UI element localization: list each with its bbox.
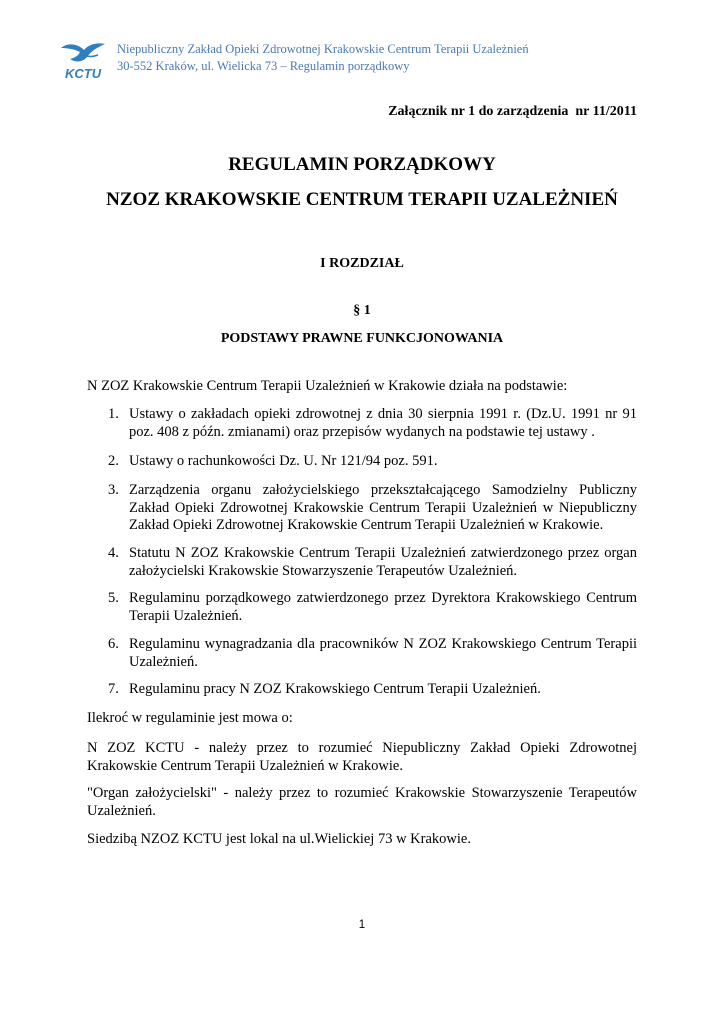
list-number: 3.: [108, 482, 119, 498]
section-title: PODSTAWY PRAWNE FUNKCJONOWANIA: [220, 331, 504, 346]
header-line-1: Niepubliczny Zakład Opieki Zdrowotnej Krakowskie Centrum Terapii Uzależnień: [117, 42, 529, 56]
page-header: [58, 38, 658, 86]
list-number: 6.: [108, 636, 119, 652]
list-number: 1.: [108, 406, 119, 422]
list-text: Regulaminu pracy N ZOZ Krakowskiego Centrum Terapii Uzależnień.: [129, 681, 541, 697]
list-text: Ustawy o rachunkowości Dz. U. Nr 121/94 poz. 591.: [129, 453, 438, 469]
document-title: REGULAMIN PORZĄDKOWY: [228, 154, 496, 175]
list-number: 7.: [108, 681, 119, 697]
list-text: Regulaminu wynagradzania dla pracowników N ZOZ Krakowskiego Centrum Terapii Uzależnień.: [129, 636, 637, 670]
list-item: [108, 681, 637, 699]
list-item: [108, 636, 637, 671]
definition-founding-body: "Organ założycielski" - należy przez to rozumieć Krakowskie Stowarzyszenie Terapeutów Uzależnień.: [87, 785, 637, 819]
list-item: [108, 482, 637, 535]
definition-kctu: N ZOZ KCTU - należy przez to rozumieć Niepubliczny Zakład Opieki Zdrowotnej Krakowskie Centrum Terapii Uzależnień w Krakowie.: [87, 740, 637, 774]
bird-icon: [61, 43, 105, 61]
annex-label: Załącznik nr 1 do zarządzenia nr 11/2011: [388, 104, 637, 119]
paragraph-mark: § 1: [353, 303, 371, 318]
intro-text: N ZOZ Krakowskie Centrum Terapii Uzależnień w Krakowie działa na podstawie:: [87, 378, 568, 394]
list-item: [108, 590, 637, 625]
chapter-heading: I ROZDZIAŁ: [320, 256, 404, 271]
list-text: Ustawy o zakładach opieki zdrowotnej z dnia 30 sierpnia 1991 r. (Dz.U. 1991 nr 91 poz. 408 z późn. zmianami) oraz przepisów wydanych na podstawie tej ustawy .: [129, 406, 637, 440]
list-item: [108, 406, 637, 441]
page-number: 1: [358, 919, 366, 931]
header-line-2: 30-552 Kraków, ul. Wielicka 73 – Regulamin porządkowy: [117, 59, 410, 73]
logo-text: KCTU: [65, 66, 102, 81]
kctu-logo: [58, 38, 110, 84]
header-text: [117, 41, 529, 75]
definitions-intro: Ilekroć w regulaminie jest mowa o:: [87, 710, 293, 726]
list-text: Regulaminu porządkowego zatwierdzonego przez Dyrektora Krakowskiego Centrum Terapii Uzależnień.: [129, 590, 637, 624]
list-number: 4.: [108, 545, 119, 561]
list-number: 2.: [108, 453, 119, 469]
list-text: Statutu N ZOZ Krakowskie Centrum Terapii Uzależnień zatwierdzonego przez organ założycielski Krakowskie Stowarzyszenie Terapeutów Uzależnień.: [129, 545, 637, 579]
list-text: Zarządzenia organu założycielskiego przekształcającego Samodzielny Publiczny Zakład Opieki Zdrowotnej Krakowskie Centrum Terapii Uzależnień w Niepubliczny Zakład Opieki Zdrowotnej Krakowskie Centrum Terapii Uzależnień w Krakowie.: [129, 482, 637, 533]
seat-text: Siedzibą NZOZ KCTU jest lokal na ul.Wielickiej 73 w Krakowie.: [87, 831, 471, 847]
list-item: [108, 453, 637, 471]
list-item: [108, 545, 637, 580]
document-subtitle: NZOZ KRAKOWSKIE CENTRUM TERAPII UZALEŻNIEŃ: [106, 189, 618, 210]
list-number: 5.: [108, 590, 119, 606]
